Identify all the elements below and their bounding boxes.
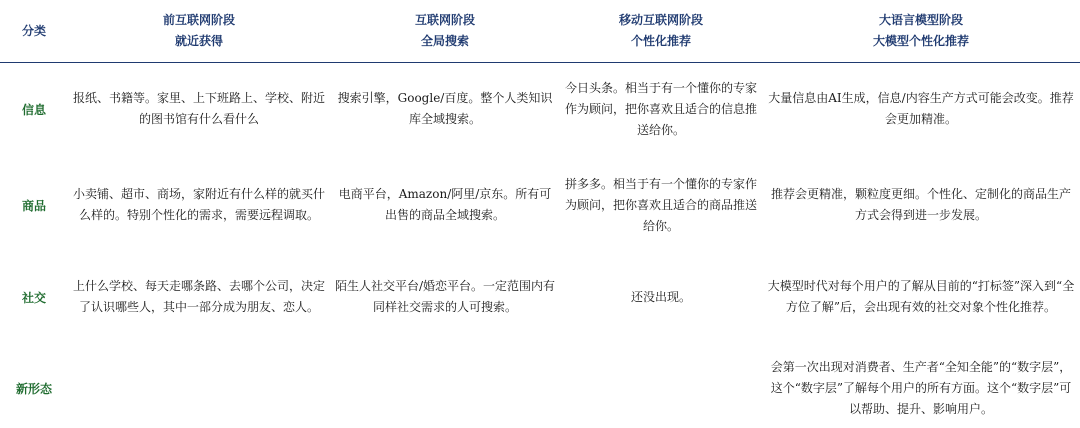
header-stage-4-name: 大语言模型阶段 — [878, 13, 963, 27]
table-row-new-form — [0, 348, 1080, 428]
table-header — [0, 0, 1080, 63]
header-stage-3 — [560, 10, 762, 52]
header-stage-2-mode: 全局搜索 — [420, 34, 469, 48]
cell-llm: 大量信息由AI生成，信息/内容生产方式可能会改变。推荐会更加精准。 — [768, 91, 1074, 126]
header-stage-2 — [330, 10, 560, 52]
header-stage-3-mode: 个性化推荐 — [630, 34, 691, 48]
table-row-info — [0, 70, 1080, 148]
row-category: 社交 — [21, 290, 46, 305]
header-stage-4 — [762, 10, 1080, 52]
header-stage-4-mode: 大模型个性化推荐 — [872, 34, 969, 48]
cell-pre-internet: 报纸、书籍等。家里、上下班路上、学校、附近的图书馆有什么看什么 — [72, 91, 325, 126]
cell-llm: 大模型时代对每个用户的了解从目前的“打标签”深入到“全方位了解”后，会出现有效的社交对象个性化推荐。 — [767, 279, 1075, 314]
cell-pre-internet: 上什么学校、每天走哪条路、去哪个公司，决定了认识哪些人，其中一部分成为朋友、恋人。 — [72, 279, 325, 314]
cell-internet: 电商平台，Amazon/阿里/京东。所有可出售的商品全域搜索。 — [338, 187, 552, 222]
row-category: 信息 — [21, 102, 46, 117]
header-category: 分类 — [21, 23, 46, 38]
row-category: 新形态 — [15, 381, 52, 396]
header-stage-1-name: 前互联网阶段 — [162, 13, 235, 27]
row-category: 商品 — [21, 198, 46, 213]
header-stage-2-name: 互联网阶段 — [414, 13, 475, 27]
cell-llm: 会第一次出现对消费者、生产者“全知全能”的“数字层”，这个“数字层”了解每个用户的所有方面。这个“数字层”可以帮助、提升、影响用户。 — [770, 359, 1072, 416]
cell-mobile-internet: 还没出现。 — [630, 289, 691, 304]
cell-mobile-internet: 今日头条。相当于有一个懂你的专家作为顾问，把你喜欢且适合的信息推送给你。 — [564, 80, 757, 137]
cell-internet: 搜索引擎，Google/百度。整个人类知识库全域搜索。 — [337, 91, 553, 126]
table-row-goods — [0, 160, 1080, 250]
cell-pre-internet: 小卖铺、超市、商场，家附近有什么样的就买什么样的。特别个性化的需求，需要远程调取。 — [72, 187, 325, 222]
cell-llm: 推荐会更精准，颗粒度更细。个性化、定制化的商品生产方式会得到进一步发展。 — [770, 187, 1071, 222]
header-stage-1-mode: 就近获得 — [174, 34, 223, 48]
cell-mobile-internet: 拼多多。相当于有一个懂你的专家作为顾问，把你喜欢且适合的商品推送给你。 — [564, 176, 757, 233]
table-row-social — [0, 256, 1080, 338]
cell-internet: 陌生人社交平台/婚恋平台。一定范围内有同样社交需求的人可搜索。 — [334, 279, 556, 314]
header-stage-3-name: 移动互联网阶段 — [618, 13, 703, 27]
header-stage-1 — [68, 10, 330, 52]
